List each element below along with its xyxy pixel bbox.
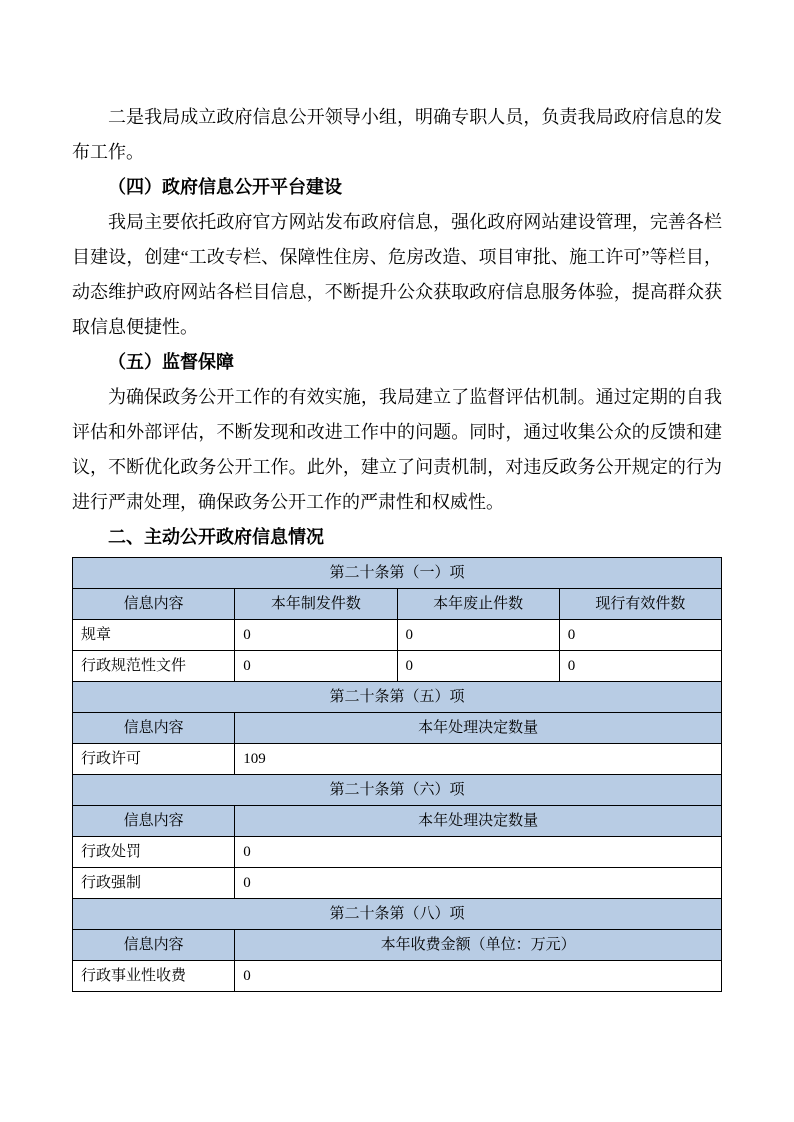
table-row	[73, 961, 722, 992]
paragraph-supervision-guarantee: 为确保政务公开工作的有效实施，我局建立了监督评估机制。通过定期的自我评估和外部评估，不断发现和改进工作中的问题。同时，通过收集公众的反馈和建议，不断优化政务公开工作。此外，建立了问责机制，对违反政务公开规定的行为进行严肃处理，确保政务公开工作的严肃性和权威性。	[72, 387, 722, 512]
table-header-row	[73, 589, 722, 620]
info-disclosure-table	[72, 557, 722, 992]
table-cell: 行政事业性收费	[73, 961, 235, 992]
table-band-title: 第二十条第（八）项	[73, 899, 722, 930]
table-band-title: 第二十条第（一）项	[73, 558, 722, 589]
paragraph-platform-construction: 我局主要依托政府官方网站发布政府信息，强化政府网站建设管理，完善各栏目建设，创建“工改专栏、保障性住房、危房改造、项目审批、施工许可”等栏目，动态维护政府网站各栏目信息，不断提升公众获取政府信息服务体验，提高群众获取信息便捷性。	[72, 212, 722, 337]
table-row	[73, 744, 722, 775]
table-band-row	[73, 682, 722, 713]
table-header-cell: 现行有效件数	[559, 589, 721, 620]
table-header-row	[73, 713, 722, 744]
table-cell: 0	[559, 620, 721, 651]
heading-active-disclosure: 二、主动公开政府信息情况	[108, 527, 324, 547]
table-band-row	[73, 899, 722, 930]
table-cell: 0	[235, 868, 722, 899]
table-cell: 109	[235, 744, 722, 775]
table-cell: 行政规范性文件	[73, 651, 235, 682]
table-band-row	[73, 775, 722, 806]
table-header-row	[73, 930, 722, 961]
table-band-title: 第二十条第（六）项	[73, 775, 722, 806]
table-cell: 0	[235, 961, 722, 992]
table-header-row	[73, 806, 722, 837]
table-row	[73, 620, 722, 651]
table-cell: 规章	[73, 620, 235, 651]
table-header-cell: 信息内容	[73, 930, 235, 961]
table-header-cell: 本年处理决定数量	[235, 806, 722, 837]
table-header-cell: 信息内容	[73, 806, 235, 837]
table-header-cell: 本年制发件数	[235, 589, 397, 620]
table-cell: 行政强制	[73, 868, 235, 899]
table-cell: 行政处罚	[73, 837, 235, 868]
table-band-title: 第二十条第（五）项	[73, 682, 722, 713]
table-band-row	[73, 558, 722, 589]
table-cell: 0	[397, 620, 559, 651]
table-cell: 0	[235, 620, 397, 651]
table-header-cell: 本年处理决定数量	[235, 713, 722, 744]
table-cell: 0	[235, 651, 397, 682]
paragraph-leadership-group: 二是我局成立政府信息公开领导小组，明确专职人员，负责我局政府信息的发布工作。	[72, 107, 722, 162]
disclosure-table	[72, 557, 722, 992]
table-header-cell: 本年废止件数	[397, 589, 559, 620]
table-cell: 0	[559, 651, 721, 682]
heading-supervision-guarantee: （五）监督保障	[108, 352, 234, 372]
table-cell: 行政许可	[73, 744, 235, 775]
heading-platform-construction: （四）政府信息公开平台建设	[108, 177, 342, 197]
table-header-cell: 信息内容	[73, 589, 235, 620]
table-row	[73, 837, 722, 868]
table-cell: 0	[235, 837, 722, 868]
table-header-cell: 本年收费金额（单位：万元）	[235, 930, 722, 961]
table-row	[73, 868, 722, 899]
table-header-cell: 信息内容	[73, 713, 235, 744]
table-cell: 0	[397, 651, 559, 682]
table-row	[73, 651, 722, 682]
